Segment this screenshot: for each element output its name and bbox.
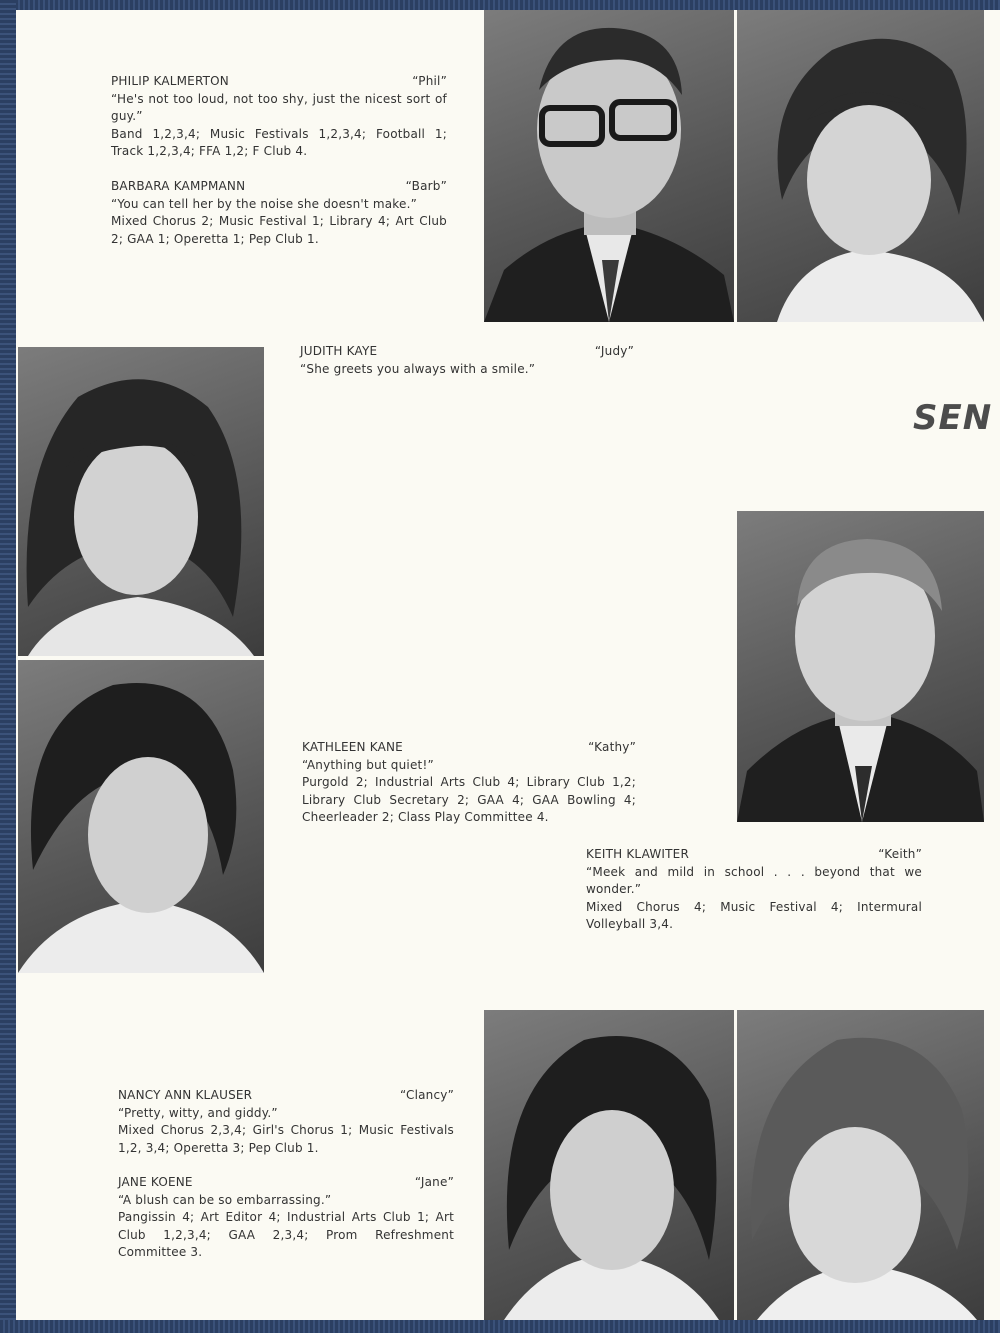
senior-name: PHILIP KALMERTON bbox=[111, 74, 229, 88]
yearbook-cover-edge-bottom bbox=[0, 1320, 1000, 1333]
senior-quote: “Meek and mild in school . . . beyond that we wonder.” bbox=[586, 864, 922, 897]
senior-nickname: “Kathy” bbox=[588, 740, 636, 754]
senior-quote: “You can tell her by the noise she doesn't make.” bbox=[111, 196, 418, 211]
portrait-photo-barbara-kampmann bbox=[737, 10, 984, 322]
senior-quote: “A blush can be so embarrassing.” bbox=[118, 1192, 332, 1207]
senior-entry-nancy-ann-klauser bbox=[118, 1087, 454, 1157]
section-title: SEN bbox=[913, 398, 993, 438]
senior-entry-judith-kaye bbox=[300, 343, 634, 378]
senior-nickname: “Jane” bbox=[414, 1175, 454, 1189]
portrait-photo-nancy-ann-klauser bbox=[484, 1010, 734, 1320]
senior-activities: Mixed Chorus 2,3,4; Girl's Chorus 1; Music Festivals 1,2, 3,4; Operetta 3; Pep Club 1. bbox=[118, 1123, 454, 1155]
senior-activities: Purgold 2; Industrial Arts Club 4; Library Club 1,2; Library Club Secretary 2; GAA 4; GAA Bowling 4; Cheerleader 2; Class Play Committee 4. bbox=[302, 775, 636, 825]
senior-entry-barbara-kampmann bbox=[111, 178, 447, 248]
senior-quote: “Anything but quiet!” bbox=[302, 757, 434, 772]
senior-name: KATHLEEN KANE bbox=[302, 740, 403, 754]
senior-entry-philip-kalmerton bbox=[111, 73, 447, 161]
yearbook-cover-edge-left bbox=[0, 0, 16, 1333]
senior-quote: “He's not too loud, not too shy, just the nicest sort of guy.” bbox=[111, 91, 447, 124]
senior-entry-kathleen-kane bbox=[302, 739, 636, 827]
senior-name: JANE KOENE bbox=[118, 1175, 193, 1189]
senior-nickname: “Phil” bbox=[412, 74, 447, 88]
portrait-photo-kathleen-kane bbox=[18, 660, 264, 973]
senior-name: KEITH KLAWITER bbox=[586, 847, 689, 861]
senior-nickname: “Judy” bbox=[594, 344, 634, 358]
senior-activities: Mixed Chorus 4; Music Festival 4; Intermural Volleyball 3,4. bbox=[586, 899, 922, 932]
portrait-photo-judith-kaye bbox=[18, 347, 264, 656]
senior-name: JUDITH KAYE bbox=[300, 344, 378, 358]
senior-entry-keith-klawiter bbox=[586, 846, 922, 934]
senior-entry-jane-koene bbox=[118, 1174, 454, 1262]
portrait-photo-keith-klawiter bbox=[737, 511, 984, 822]
senior-quote: “She greets you always with a smile.” bbox=[300, 361, 536, 376]
senior-name: NANCY ANN KLAUSER bbox=[118, 1088, 253, 1102]
senior-activities: Band 1,2,3,4; Music Festivals 1,2,3,4; Football 1; Track 1,2,3,4; FFA 1,2; F Club 4. bbox=[111, 126, 447, 159]
senior-activities: Pangissin 4; Art Editor 4; Industrial Arts Club 1; Art Club 1,2,3,4; GAA 2,3,4; Prom Refreshment Committee 3. bbox=[118, 1210, 454, 1260]
portrait-photo-jane-koene bbox=[737, 1010, 984, 1320]
senior-quote: “Pretty, witty, and giddy.” bbox=[118, 1105, 278, 1120]
senior-nickname: “Clancy” bbox=[400, 1088, 454, 1102]
senior-activities: Mixed Chorus 2; Music Festival 1; Library 4; Art Club 2; GAA 1; Operetta 1; Pep Club 1. bbox=[111, 214, 447, 246]
senior-name: BARBARA KAMPMANN bbox=[111, 179, 246, 193]
senior-nickname: “Keith” bbox=[878, 847, 922, 861]
senior-nickname: “Barb” bbox=[405, 179, 447, 193]
portrait-photo-philip-kalmerton bbox=[484, 10, 734, 322]
